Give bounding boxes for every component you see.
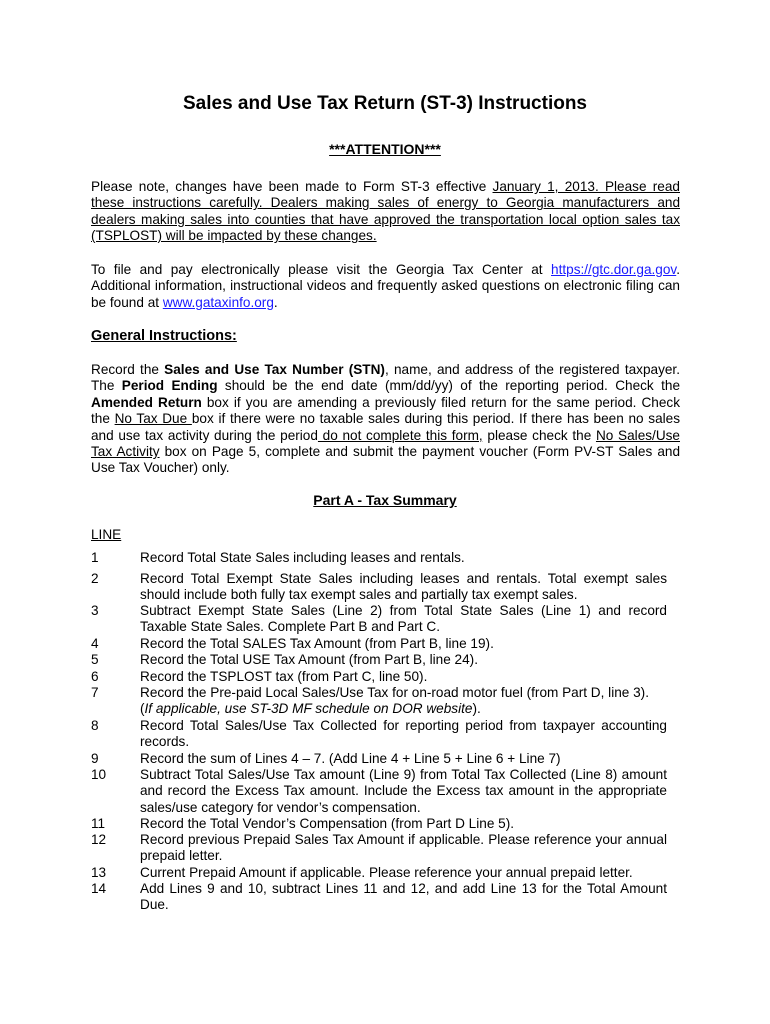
gi-bold-stn: Sales and Use Tax Number (STN) [164, 362, 385, 377]
gi-text: , name, and address of the registered taxpayer. The [91, 362, 680, 394]
gtc-link[interactable]: https://gtc.dor.ga.gov [551, 262, 677, 277]
notice-paragraph [91, 179, 680, 245]
gi-text: should be the end date (mm/dd/yy) of the reporting period. Check the [217, 378, 680, 394]
line-number: 5 [91, 652, 99, 667]
line-number: 10 [91, 767, 107, 782]
line-text: Record the sum of Lines 4 – 7. (Add Line 4 + Line 5 + Line 6 + Line 7) [140, 751, 561, 766]
line-text: Subtract Total Sales/Use Tax amount (Line 9) from Total Tax Collected (Line 8) amount and record the Excess Tax amount. Include the Excess tax amount in the appropriate sales/use category for vendor’s compensation. [140, 767, 667, 815]
line-number: 13 [91, 865, 107, 880]
paren-close: ). [472, 701, 481, 717]
line-text [140, 685, 667, 718]
gataxinfo-link[interactable]: www.gataxinfo.org [162, 294, 274, 310]
line-number: 9 [91, 751, 99, 766]
paren-open: ( [140, 701, 145, 717]
line-column-header: LINE [91, 527, 122, 542]
gi-text: box if you are amending a previously filed return for the same period. Check the [91, 394, 681, 427]
line-number: 12 [91, 832, 107, 847]
gi-underlined-no-sales-use: No Sales/Use Tax Activity [91, 427, 680, 460]
part-a-heading: Part A - Tax Summary [313, 492, 457, 508]
gi-underlined-do-not-complete: do not complete this form, [317, 427, 483, 443]
line-text: Record Total State Sales including leases and rentals. [140, 550, 465, 565]
efile-text-2: . Additional information, instructional videos and frequently asked questions on electronic filing can be found at [91, 262, 680, 310]
line-text: Record previous Prepaid Sales Tax Amount if applicable. Please reference your annual prepaid letter. [140, 832, 667, 864]
notice-underlined-text: January 1, 2013. Please read these instructions carefully. Dealers making sales of energy to Georgia manufacturers and dealers making sales into counties that have approved the transportation local option sales tax (TSPLOST) will be impacted by these changes. [91, 179, 680, 244]
efile-text: To file and pay electronically please visit the Georgia Tax Center at [91, 262, 552, 277]
line-text: Subtract Exempt State Sales (Line 2) from Total State Sales (Line 1) and record Taxable State Sales. Complete Part B and Part C. [140, 603, 667, 635]
gi-text: box if there were no taxable sales during this period. If there has been no sales and use tax activity during the period [91, 411, 681, 443]
electronic-filing-paragraph [91, 262, 680, 311]
line-text: Record the Total SALES Tax Amount (from Part B, line 19). [140, 636, 494, 651]
gi-text: Record the [91, 362, 165, 377]
line-text: Current Prepaid Amount if applicable. Please reference your annual prepaid letter. [140, 865, 633, 880]
line-text: Add Lines 9 and 10, subtract Lines 11 and 12, and add Line 13 for the Total Amount Due. [140, 881, 667, 913]
line-number: 4 [91, 636, 99, 651]
attention-heading: ***ATTENTION*** [329, 141, 441, 157]
line-number: 14 [91, 881, 107, 896]
line-number: 8 [91, 718, 99, 733]
line-number: 6 [91, 669, 99, 684]
gi-text: box on Page 5, complete and submit the payment voucher (Form PV-ST Sales and Use Tax Voucher) only. [91, 444, 681, 476]
line-number: 1 [91, 550, 99, 565]
line-text: Record the Total Vendor’s Compensation (from Part D Line 5). [140, 816, 515, 831]
line-number: 3 [91, 603, 99, 618]
general-instructions-paragraph [91, 362, 680, 477]
line-number: 7 [91, 685, 99, 700]
gi-bold-period-ending: Period Ending [121, 378, 218, 394]
notice-text: Please note, changes have been made to Form ST-3 effective [91, 179, 493, 194]
line-text: Record the Total USE Tax Amount (from Part B, line 24). [140, 652, 478, 667]
line-text: Record Total Sales/Use Tax Collected for reporting period from taxpayer accounting records. [140, 718, 667, 750]
line-note-italic: If applicable, use ST-3D MF schedule on DOR website [144, 701, 473, 717]
efile-text-3: . [273, 294, 278, 310]
line-text-main: Record the Pre-paid Local Sales/Use Tax for on-road motor fuel (from Part D, line 3). [140, 685, 649, 700]
general-instructions-heading: General Instructions: [91, 328, 237, 344]
gi-underlined-no-tax-due: No Tax Due [114, 411, 192, 427]
document-title: Sales and Use Tax Return (ST-3) Instructions [182, 93, 588, 114]
line-text: Record the TSPLOST tax (from Part C, line 50). [140, 669, 428, 684]
gi-bold-amended-return: Amended Return [91, 394, 202, 410]
line-number: 11 [91, 816, 106, 831]
line-number: 2 [91, 571, 99, 586]
gi-text: please check the [482, 427, 596, 443]
line-text: Record Total Exempt State Sales including leases and rentals. Total exempt sales should include both fully tax exempt sales and partially tax exempt sales. [140, 571, 667, 603]
